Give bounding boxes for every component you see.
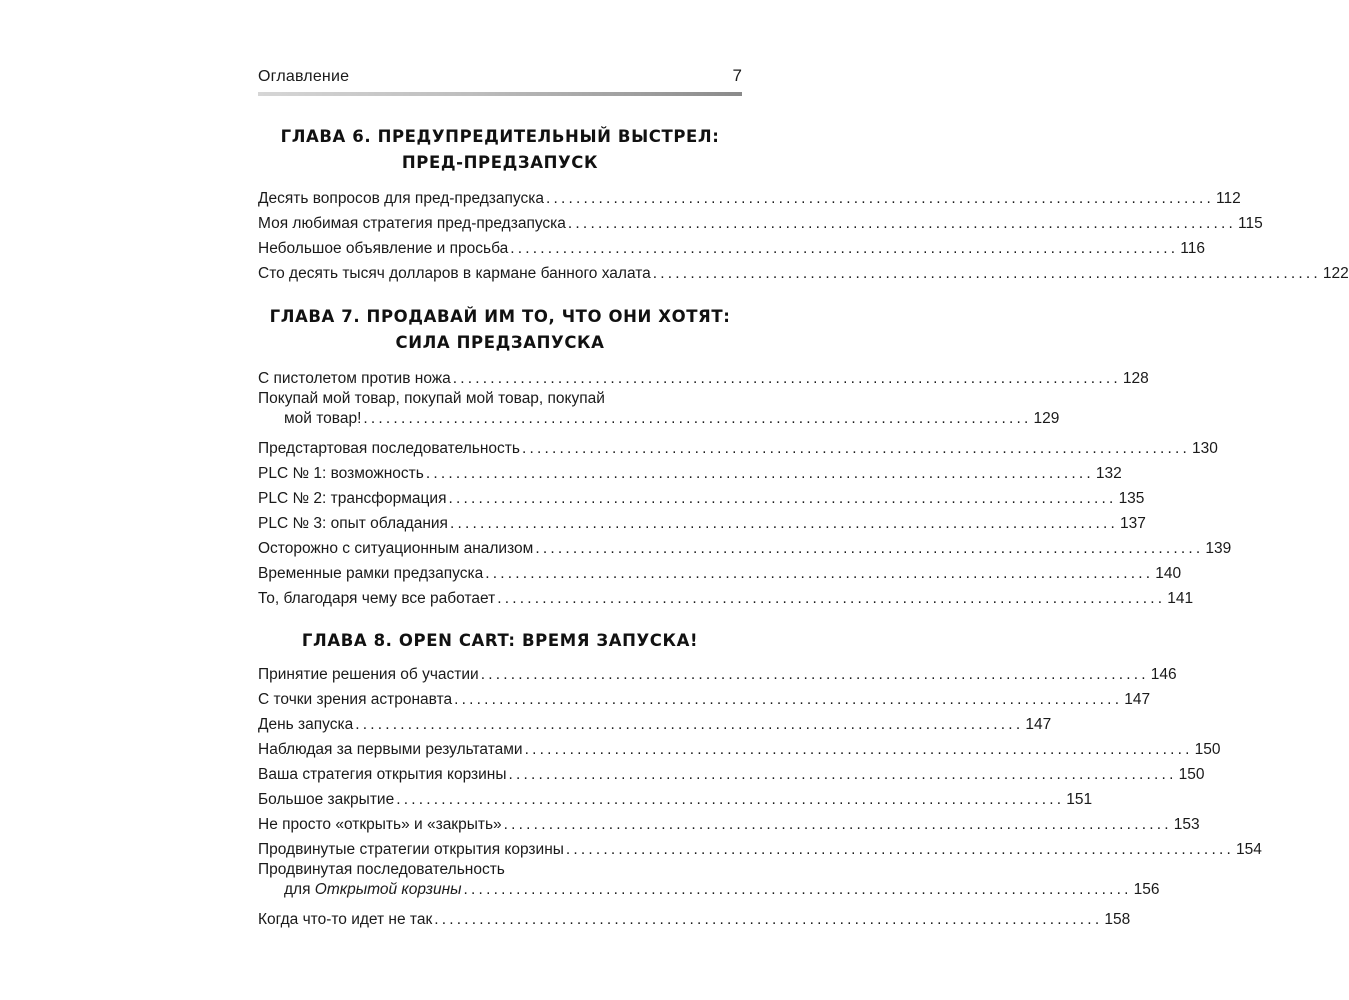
leader-dots: .........................................................................................: [524, 741, 1193, 758]
toc-entry-page: 137: [1120, 515, 1146, 532]
toc-entry[interactable]: [258, 685, 1151, 710]
leader-dots: .........................................................................................: [449, 515, 1119, 532]
toc-entry-page: 130: [1192, 440, 1218, 457]
chapter-7-title-line2: СИЛА ПРЕДЗАПУСКА: [395, 333, 605, 352]
toc-entry-label: Большое закрытие: [258, 791, 395, 808]
toc-entry-label: Принятие решения об участии: [258, 666, 479, 683]
chapter-8-heading: [258, 628, 742, 654]
toc-entry-page: 151: [1066, 791, 1093, 808]
toc-entry-label-line2-prefix: для: [284, 881, 315, 898]
toc-entry-label: С точки зрения астронавта: [258, 691, 453, 708]
toc-entry-page: 158: [1104, 911, 1131, 928]
leader-dots: .........................................................................................: [355, 716, 1024, 733]
toc-entry[interactable]: [258, 259, 1349, 284]
toc-entry[interactable]: [258, 434, 1218, 459]
header-rule: [258, 92, 742, 96]
running-header: [258, 60, 742, 90]
toc-entry-label: Не просто «открыть» и «закрыть»: [258, 816, 502, 833]
toc-entry[interactable]: [258, 364, 1149, 389]
toc-entry-label-line2: [284, 880, 462, 900]
toc-entry[interactable]: [258, 760, 1205, 785]
toc-entry-label: PLC № 2: трансформация: [258, 490, 447, 507]
toc-entry[interactable]: [258, 559, 1182, 584]
chapter-8-entries: [258, 660, 1262, 930]
leader-dots: .........................................................................................: [454, 691, 1123, 708]
leader-dots: .........................................................................................: [396, 791, 1065, 808]
toc-entry[interactable]: [258, 389, 1060, 434]
leader-dots: .........................................................................................: [452, 370, 1121, 387]
toc-entry-page: 112: [1216, 190, 1241, 207]
toc-entry[interactable]: [258, 810, 1200, 835]
toc-entry-page: 139: [1205, 540, 1232, 557]
chapter-7-entries: [258, 364, 1232, 609]
toc-entry-second-row: [258, 880, 1160, 900]
leader-dots: .........................................................................................: [463, 881, 1132, 898]
chapter-7-heading: [258, 304, 742, 356]
leader-dots: .........................................................................................: [448, 490, 1117, 507]
chapter-6-title-line1: ГЛАВА 6. ПРЕДУПРЕДИТЕЛЬНЫЙ ВЫСТРЕЛ:: [280, 127, 720, 146]
toc-entry-page: 129: [1033, 410, 1060, 427]
leader-dots: .........................................................................................: [565, 841, 1234, 858]
toc-entry[interactable]: [258, 509, 1146, 534]
leader-dots: .........................................................................................: [652, 265, 1321, 282]
toc-entry-page: 146: [1150, 666, 1177, 683]
toc-entry-page: 135: [1118, 490, 1145, 507]
chapter-7-title-line1: ГЛАВА 7. ПРОДАВАЙ ИМ ТО, ЧТО ОНИ ХОТЯТ:: [269, 307, 731, 326]
toc-entry-page: 156: [1133, 881, 1160, 898]
toc-entry-label: День запуска: [258, 716, 354, 733]
toc-entry-label: Сто десять тысяч долларов в кармане банного халата: [258, 265, 651, 282]
toc-entry-label: Наблюдая за первыми результатами: [258, 741, 523, 758]
chapter-6-heading: [258, 124, 742, 176]
toc-entry-label: С пистолетом против ножа: [258, 370, 451, 387]
toc-entry-label: Моя любимая стратегия пред-предзапуска: [258, 215, 566, 232]
toc-page: [258, 60, 1349, 928]
toc-entry-page: 140: [1155, 565, 1182, 582]
toc-entry-label: Ваша стратегия открытия корзины: [258, 766, 507, 783]
toc-entry-page: 115: [1238, 215, 1263, 232]
toc-entry-page: 153: [1173, 816, 1200, 833]
leader-dots: .........................................................................................: [545, 190, 1215, 207]
toc-entry-label: PLC № 1: возможность: [258, 465, 424, 482]
toc-entry[interactable]: [258, 484, 1145, 509]
toc-entry-second-row: [258, 409, 1060, 429]
toc-entry-label: Когда что-то идет не так: [258, 911, 433, 928]
toc-entry-page: 116: [1180, 240, 1206, 257]
toc-entry[interactable]: [258, 459, 1122, 484]
toc-entry-page: 132: [1095, 465, 1122, 482]
header-title: Оглавление: [258, 68, 350, 85]
toc-entry[interactable]: [258, 785, 1093, 810]
toc-entry-label-line1: Продвинутая последовательность: [258, 861, 505, 878]
toc-entry-page: 154: [1235, 841, 1262, 858]
chapter-8-title-line1: ГЛАВА 8. OPEN CART: ВРЕМЯ ЗАПУСКА!: [301, 631, 699, 650]
toc-entry-label-line2-italic: Открытой корзины: [314, 881, 462, 898]
leader-dots: .........................................................................................: [363, 410, 1032, 427]
toc-entry[interactable]: [258, 660, 1177, 685]
leader-dots: .........................................................................................: [503, 816, 1172, 833]
leader-dots: .........................................................................................: [535, 540, 1204, 557]
toc-entry[interactable]: [258, 534, 1232, 559]
leader-dots: .........................................................................................: [521, 440, 1191, 457]
leader-dots: .........................................................................................: [508, 766, 1177, 783]
toc-entry-page: 122: [1322, 265, 1349, 282]
toc-entry-label-line1: Покупай мой товар, покупай мой товар, покупай: [258, 390, 605, 407]
toc-entry-label: Небольшое объявление и просьба: [258, 240, 509, 257]
toc-entry[interactable]: [258, 860, 1160, 905]
leader-dots: .........................................................................................: [485, 565, 1154, 582]
chapter-6-entries: [258, 184, 1349, 284]
toc-entry-label: Продвинутые стратегии открытия корзины: [258, 841, 564, 858]
toc-entry-label: PLC № 3: опыт обладания: [258, 515, 448, 532]
toc-entry[interactable]: [258, 710, 1052, 735]
toc-entry-label: То, благодаря чему все работает: [258, 590, 496, 607]
toc-entry[interactable]: [258, 184, 1241, 209]
toc-entry-label: Осторожно с ситуационным анализом: [258, 540, 534, 557]
toc-entry[interactable]: [258, 835, 1262, 860]
leader-dots: .........................................................................................: [567, 215, 1236, 232]
toc-entry[interactable]: [258, 584, 1194, 609]
toc-entry-page: 150: [1194, 741, 1221, 758]
toc-entry[interactable]: [258, 209, 1263, 234]
chapter-6-title-line2: ПРЕД-ПРЕДЗАПУСК: [401, 153, 599, 172]
leader-dots: .........................................................................................: [425, 465, 1094, 482]
toc-entry-label: Десять вопросов для пред-предзапуска: [258, 190, 544, 207]
toc-entry[interactable]: [258, 735, 1221, 760]
leader-dots: .........................................................................................: [434, 911, 1103, 928]
toc-entry-page: 147: [1124, 691, 1151, 708]
header-page-number: 7: [732, 66, 742, 85]
toc-entry[interactable]: [258, 234, 1206, 259]
toc-entry-page: 147: [1025, 716, 1052, 733]
leader-dots: .........................................................................................: [510, 240, 1179, 257]
leader-dots: .........................................................................................: [497, 590, 1166, 607]
toc-entry-page: 150: [1178, 766, 1205, 783]
toc-entry-label: Временные рамки предзапуска: [258, 565, 484, 582]
toc-entry-label-line2: мой товар!: [284, 410, 362, 427]
leader-dots: .........................................................................................: [480, 666, 1149, 683]
toc-entry[interactable]: [258, 905, 1131, 930]
toc-entry-label: Предстартовая последовательность: [258, 440, 520, 457]
toc-entry-page: 128: [1122, 370, 1149, 387]
toc-entry-page: 141: [1167, 590, 1194, 607]
